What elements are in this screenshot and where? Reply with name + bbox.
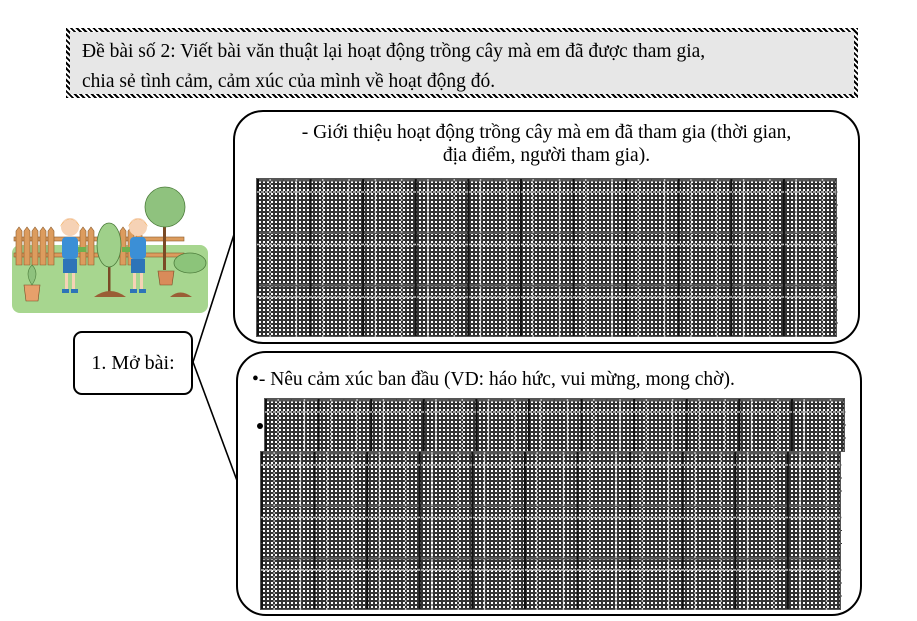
grid-subline-overlay [257,179,838,338]
section-label-text: 1. Mở bài: [91,351,175,374]
prompt-line-2: chia sẻ tình cảm, cảm xúc của mình về hoạt động đó. [82,71,496,92]
writing-grid-2-top[interactable] [264,398,845,452]
bullet-dot [257,423,263,429]
writing-grid-2-bottom[interactable] [260,451,841,610]
tree-planting-illustration [10,185,210,315]
intro-box-activity [233,110,860,344]
box-1-instruction [243,121,850,167]
box-1-instruction-line-2: địa điểm, người tham gia). [442,145,651,166]
section-label-mo-bai [73,331,193,395]
box-1-instruction-line-1: - Giới thiệu hoạt động trồng cây mà em đã tham gia (thời gian, [301,122,792,143]
prompt-line-1: Đề bài số 2: Viết bài văn thuật lại hoạt động trồng cây mà em đã được tham gia, [82,41,706,62]
box-2-instruction: •- Nêu cảm xúc ban đầu (VD: háo hức, vui mừng, mong chờ). [252,369,735,390]
grid-subline-overlay [265,399,846,453]
assignment-prompt [66,28,858,98]
writing-grid-1[interactable] [256,178,837,337]
intro-box-feelings [236,351,862,616]
children-planting-trees-image [10,185,210,315]
grid-subline-overlay [261,452,842,611]
